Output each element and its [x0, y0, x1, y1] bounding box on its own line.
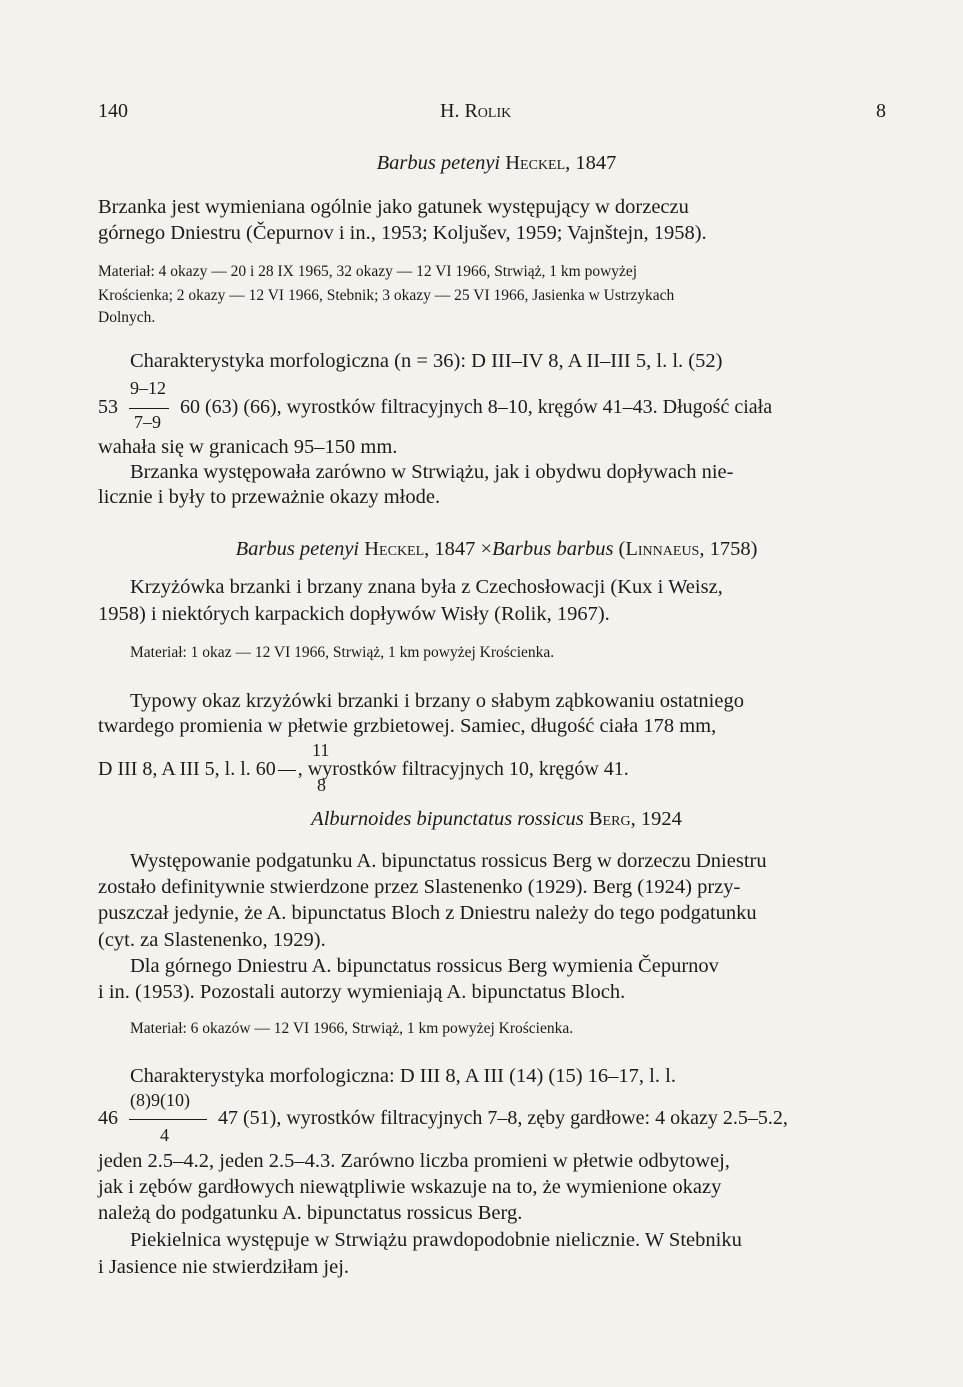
fraction-denominator: 7–9	[134, 412, 161, 432]
paragraph-line: Piekielnica występuje w Strwiążu prawdopodobnie nielicznie. W Stebniku	[130, 1229, 742, 1251]
paragraph-line: Brzanka jest wymieniana ogólnie jako gatunek występujący w dorzeczu	[98, 196, 689, 218]
page-number: 140	[98, 100, 128, 122]
paragraph-line: 1958) i niektórych karpackich dopływów Wisły (Rolik, 1967).	[98, 603, 610, 625]
section-number: 8	[876, 100, 886, 122]
paragraph-line: górnego Dniestru (Čepurnov i in., 1953; Koljušev, 1959; Vajnštejn, 1958).	[98, 222, 707, 244]
morphology-line: wahała się w granicach 95–150 mm.	[98, 436, 398, 458]
fraction-row: 53 60 (63) (66), wyrostków filtracyjnych 8–10, kręgów 41–43. Długość ciała	[98, 396, 773, 418]
paragraph-line: Występowanie podgatunku A. bipunctatus rossicus Berg w dorzeczu Dniestru	[130, 850, 767, 872]
fraction-row: D III 8, A III 5, l. l. 60 , wyrostków filtracyjnych 10, kręgów 41.	[98, 758, 629, 780]
paragraph-line: Dla górnego Dniestru A. bipunctatus rossicus Berg wymienia Čepurnov	[130, 955, 719, 977]
fraction-denominator: 8	[317, 775, 326, 795]
paragraph-line: zostało definitywnie stwierdzone przez Slastenenko (1929). Berg (1924) przy-	[98, 876, 741, 898]
morphology-line: jak i zębów gardłowych niewątpliwie wskazuje na to, że wymienione okazy	[98, 1176, 722, 1198]
paragraph-line: (cyt. za Slastenenko, 1929).	[98, 929, 326, 951]
paragraph-line: i in. (1953). Pozostali autorzy wymieniają A. bipunctatus Bloch.	[98, 981, 626, 1003]
morphology-line: należą do podgatunku A. bipunctatus rossicus Berg.	[98, 1202, 523, 1224]
morphology-line: Charakterystyka morfologiczna: D III 8, A III (14) (15) 16–17, l. l.	[130, 1065, 676, 1087]
fraction-row: 46 47 (51), wyrostków filtracyjnych 7–8, zęby gardłowe: 4 okazy 2.5–5.2,	[98, 1107, 788, 1129]
material-line: Dolnych.	[98, 309, 156, 326]
morphology-line: jeden 2.5–4.2, jeden 2.5–4.3. Zarówno liczba promieni w płetwie odbytowej,	[98, 1150, 730, 1172]
material-line: Materiał: 4 okazy — 20 i 28 IX 1965, 32 okazy — 12 VI 1966, Strwiąż, 1 km powyżej	[98, 263, 638, 280]
fraction-bar	[278, 770, 296, 771]
fraction-numerator: (8)9(10)	[130, 1090, 190, 1110]
material-line: Krościenka; 2 okazy — 12 VI 1966, Stebnik; 3 okazy — 25 VI 1966, Jasienka w Ustrzykach	[98, 287, 675, 304]
fraction-denominator: 4	[160, 1125, 169, 1145]
morphology-line: Charakterystyka morfologiczna (n = 36): D III–IV 8, A II–III 5, l. l. (52)	[130, 350, 723, 372]
paragraph-line: i Jasience nie stwierdziłam jej.	[98, 1256, 350, 1278]
fraction-numerator: 9–12	[130, 378, 166, 398]
fraction-numerator: 11	[312, 740, 330, 760]
section-title-barbus-petenyi: Barbus petenyi Heckel, 1847	[376, 152, 617, 174]
section-title-hybrid: Barbus petenyi Heckel, 1847 ×Barbus barbus (Linnaeus, 1758)	[235, 538, 758, 560]
material-line: Materiał: 1 okaz — 12 VI 1966, Strwiąż, 1 km powyżej Krościenka.	[130, 644, 555, 661]
paragraph-line: Typowy okaz krzyżówki brzanki i brzany o słabym ząbkowaniu ostatniego	[130, 690, 744, 712]
paragraph-line: Krzyżówka brzanki i brzany znana była z Czechosłowacji (Kux i Weisz,	[130, 576, 723, 598]
paragraph-line: licznie i były to przeważnie okazy młode.	[98, 486, 441, 508]
running-title: H. Rolik	[440, 100, 512, 122]
paragraph-line: Brzanka występowała zarówno w Strwiążu, jak i obydwu dopływach nie-	[130, 461, 734, 483]
fraction-bar	[129, 408, 169, 409]
paragraph-line: twardego promienia w płetwie grzbietowej. Samiec, długość ciała 178 mm,	[98, 715, 717, 737]
material-line: Materiał: 6 okazów — 12 VI 1966, Strwiąż, 1 km powyżej Krościenka.	[130, 1020, 574, 1037]
section-title-alburnoides: Alburnoides bipunctatus rossicus Berg, 1924	[311, 808, 682, 830]
fraction-bar	[129, 1119, 207, 1120]
paragraph-line: puszczał jedynie, że A. bipunctatus Bloch z Dniestru należy do tego podgatunku	[98, 902, 757, 924]
